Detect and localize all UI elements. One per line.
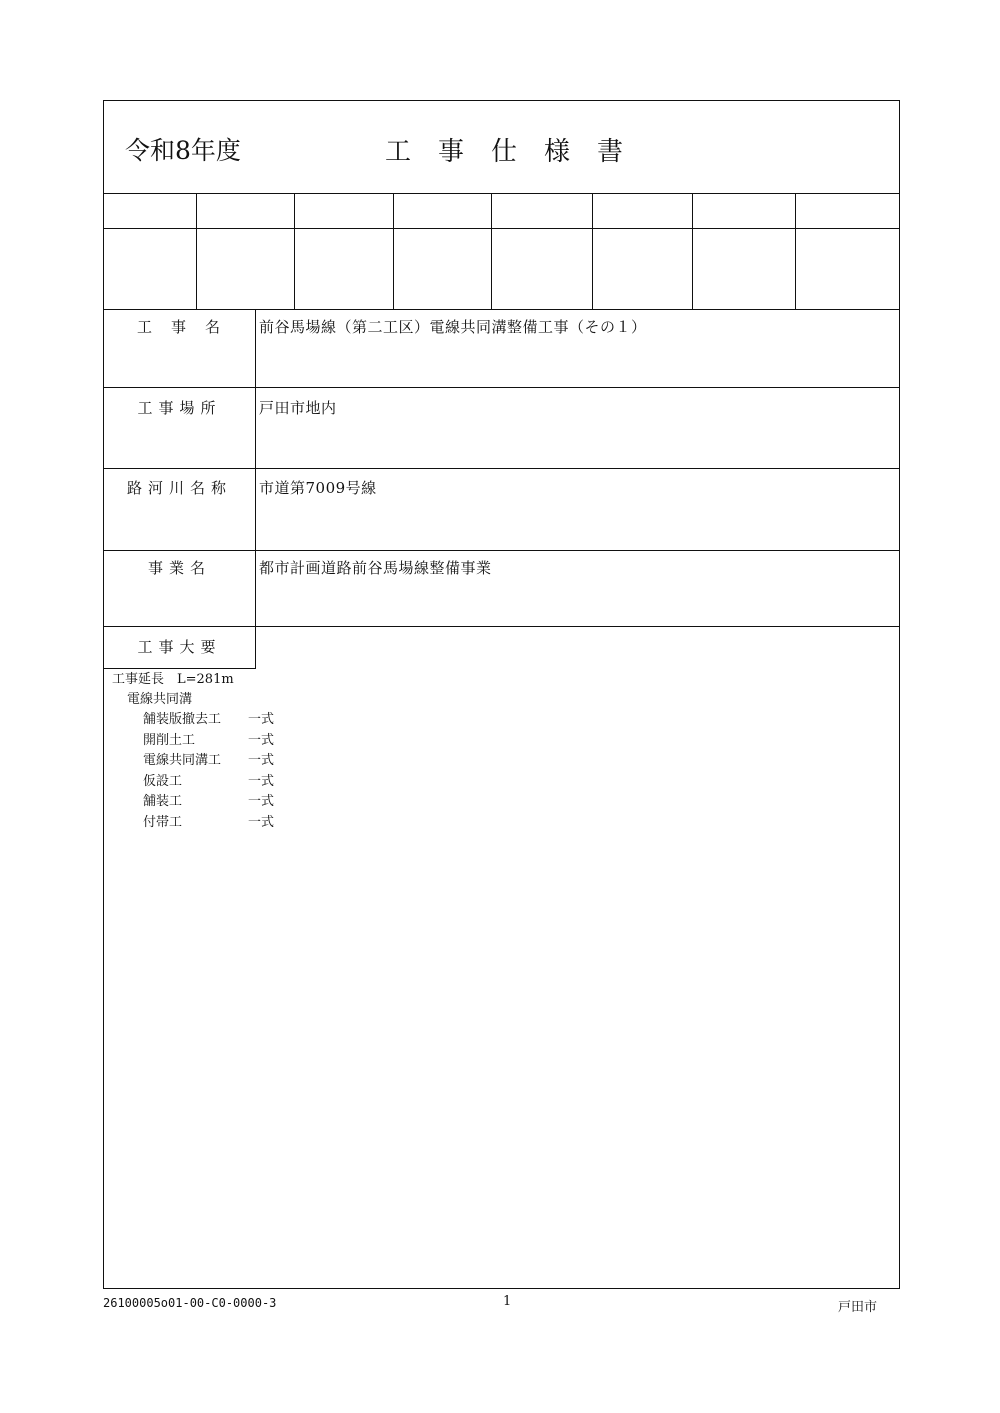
document-code: 26100005o01-00-C0-0000-3	[103, 1296, 277, 1310]
grid-line	[196, 193, 197, 309]
field-label-road-river-name: 路河川名称	[126, 479, 232, 497]
fiscal-year: 令和8年度	[125, 136, 241, 165]
grid-line	[103, 668, 256, 669]
document-title	[385, 131, 650, 168]
grid-line	[255, 309, 256, 668]
summary-item-name: 付帯工	[143, 815, 183, 830]
grid-line	[393, 193, 394, 309]
summary-item-qty: 一式	[248, 815, 275, 830]
grid-line	[103, 309, 900, 310]
summary-item-name: 舗装版撤去工	[143, 712, 222, 727]
page-number: 1	[503, 1294, 512, 1309]
summary-item-qty: 一式	[248, 712, 275, 727]
grid-line	[103, 228, 900, 229]
document-frame	[103, 100, 900, 1289]
grid-line	[592, 193, 593, 309]
grid-line	[103, 550, 900, 551]
summary-item-name: 舗装工	[143, 794, 183, 809]
title-char: 仕	[491, 137, 518, 167]
field-label-project-name: 事業名	[147, 559, 211, 577]
field-label-work-summary: 工事大要	[137, 638, 222, 656]
summary-item-name: 開削土工	[143, 733, 196, 748]
summary-item-name: 電線共同溝工	[143, 753, 222, 768]
grid-line	[491, 193, 492, 309]
grid-line	[103, 468, 900, 469]
summary-length: 工事延長 L=281m	[112, 672, 234, 687]
grid-line	[692, 193, 693, 309]
title-char: 工	[385, 137, 412, 167]
title-char: 様	[544, 137, 571, 167]
grid-line	[103, 193, 900, 194]
field-value-project-name: 都市計画道路前谷馬場線整備事業	[259, 559, 492, 577]
field-value-road-river-name: 市道第7009号線	[259, 479, 377, 497]
grid-line	[103, 626, 900, 627]
field-label-work-location: 工事場所	[137, 399, 222, 417]
grid-line	[795, 193, 796, 309]
summary-item-qty: 一式	[248, 774, 275, 789]
summary-group: 電線共同溝	[127, 692, 193, 707]
summary-item-qty: 一式	[248, 753, 275, 768]
summary-item-qty: 一式	[248, 733, 275, 748]
field-value-work-name: 前谷馬場線（第二工区）電線共同溝整備工事（その１）	[259, 318, 647, 336]
title-char: 書	[597, 137, 624, 167]
city-name: 戸田市	[838, 1300, 878, 1315]
summary-item-name: 仮設工	[143, 774, 183, 789]
summary-item-qty: 一式	[248, 794, 275, 809]
grid-line	[103, 387, 900, 388]
field-value-work-location: 戸田市地内	[259, 399, 337, 417]
title-char: 事	[438, 137, 465, 167]
field-label-work-name: 工 事 名	[136, 318, 222, 336]
grid-line	[294, 193, 295, 309]
